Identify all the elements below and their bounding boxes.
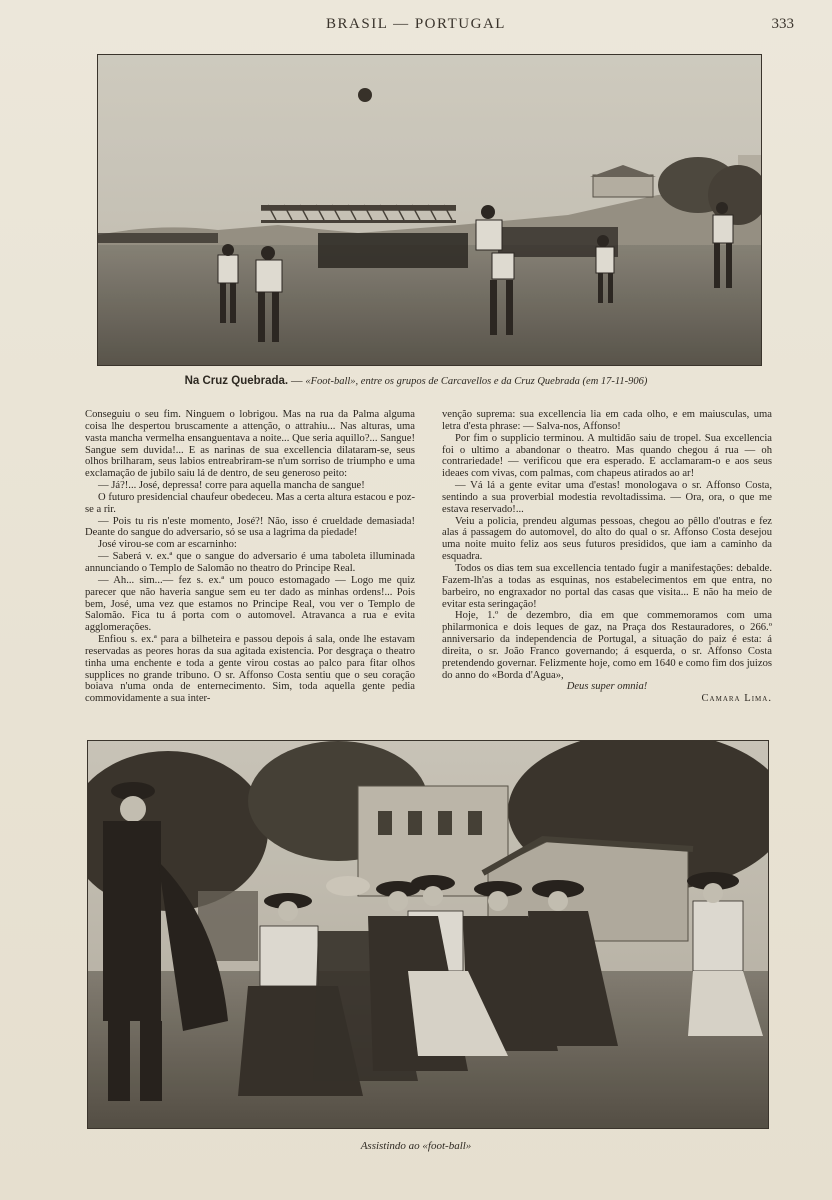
article-paragraph: José virou-se com ar escarninho: — [98, 539, 237, 551]
running-head — [0, 16, 832, 38]
bottom-photo-caption: Assistindo ao «foot-ball» — [360, 1140, 472, 1152]
article-paragraph: Conseguiu o seu fim. Ninguem o lobrigou. Mas na rua da Palma alguma coisa lhe despertou bruscamente a attenção, o attrahiu... Nas alturas, uma vasta mancha vermelha ensanguentava a noite... Que seria aquillo?... Sangue! Sangue sem duvida!... E as narinas de sua excellencia dilataram-se, seus olhos brilharam, seus labios entreabriram-se n'um sorriso de triumpho e uma exclamação de jubilo saiu lá de dentro, de seu generoso peito: — [85, 409, 415, 480]
article-column-left — [85, 409, 415, 705]
article-paragraph: — Pois tu ris n'este momento, José?! Não, isso é crueldade demasiada! Deante do sangue do adversario, só se usa a lagrima da piedade! — [85, 515, 415, 539]
spectators-image — [88, 741, 768, 1128]
article-paragraph: — Saberá v. ex.ª que o sangue do adversario é uma taboleta illuminada annunciando o Templo de Salomão no theatro do Principe Real. — [85, 551, 415, 574]
caption-place: Na Cruz Quebrada. — [184, 375, 289, 387]
football-match-photo — [97, 54, 762, 366]
article-paragraph: — Já?!... José, depressa! corre para aquella mancha de sangue! — [98, 480, 365, 492]
article-paragraph: Por fim o supplicio terminou. A multidão saiu de tropel. Sua excellencia foi o ultimo a abandonar o theatro. Mas quando chegou á rua — oh contrariedade! — verificou que era esperado. E acclamaram-o e aos seus ideaes com vivas, com palmas, com chapeus atirados ao ar! — [442, 432, 772, 480]
article-paragraph: — Vá lá a gente evitar uma d'estas! monologava o sr. Affonso Costa, sentindo a sua proverbial modestia revoltadissima. — Ora, ora, o que me estava reservado!... — [442, 480, 772, 515]
author-signature: Camara Lima. — [701, 693, 772, 705]
article-paragraph: Todos os dias tem sua excellencia tentado fugir a manifestações: debalde. Fazem-lh'as a todas as esquinas, nos estabelecimentos em que entra, no barbeiro, no engraxador no portal das casas que visita... E não ha meio de evitar esta seringação! — [442, 562, 772, 610]
football-match-image — [98, 55, 761, 365]
article-paragraph: Veiu a policia, prendeu algumas pessoas, chegou ao pêllo d'outras e fez alas á passagem do automovel, do alto do qual o sr. Affonso Costa desejou uma noite muito feliz aos seus futuros presididos, que iam a caminho da esquadra. — [442, 515, 772, 563]
caption-separator: — — [288, 375, 306, 387]
article-paragraph: venção suprema: sua excellencia lia em cada olho, e em maiusculas, uma letra d'esta phrase: — Salva-nos, Affonso! — [442, 409, 772, 432]
article-paragraph: Enfiou s. ex.ª para a bilheteira e passou depois á sala, onde lhe estavam reservadas as peores horas da sua agitada existencia. Por desgraça o theatro tinha uma enchente e toda a gente virou costas ao palco para fitar olhos supplices no grande tribuno. O sr. Affonso Costa sentiu que o seu coração boiava n'uma onda de enternecimento. Sim, toda aquella gente pedia commovidamente a sua inter- — [85, 634, 415, 705]
masthead-title: BRASIL — PORTUGAL — [326, 16, 506, 32]
article-motto: Deus super omnia! — [566, 681, 648, 693]
caption-description: «Foot-ball», entre os grupos de Carcavellos e da Cruz Quebrada (em 17-11-906) — [305, 376, 648, 387]
page-number: 333 — [771, 16, 794, 32]
top-photo-caption — [0, 375, 832, 387]
article-paragraph: Hoje, 1.º de dezembro, dia em que commemoramos com uma philarmonica e dois leques de gaz, na Praça dos Restauradores, o 266.º anniversario da independencia de Portugal, a situação do paiz é esta: á direita, o sr. João Franco governando; á esquerda, o sr. Affonso Costa pretendendo governar. Felizmente hoje, como em 1640 e como fim dos juizos do anno do «Borda d'Agua», — [442, 610, 772, 681]
article-column-right — [442, 409, 772, 705]
article-paragraph: — Ah... sim...— fez s. ex.ª um pouco estomagado — Logo me quiz parecer que não haveria sangue sem eu ter dado as minhas ordens!... Pois bem, José, uma vez que estamos no Principe Real, vou ver o Templo de Salomão. Fica tu á porta com o automovel. Atravanca a rua e evita agglomerações. — [85, 574, 415, 634]
spectators-photo — [87, 740, 769, 1129]
article-paragraph: O futuro presidencial chaufeur obedeceu. Mas a certa altura estacou e poz-se a rir. — [85, 491, 415, 515]
